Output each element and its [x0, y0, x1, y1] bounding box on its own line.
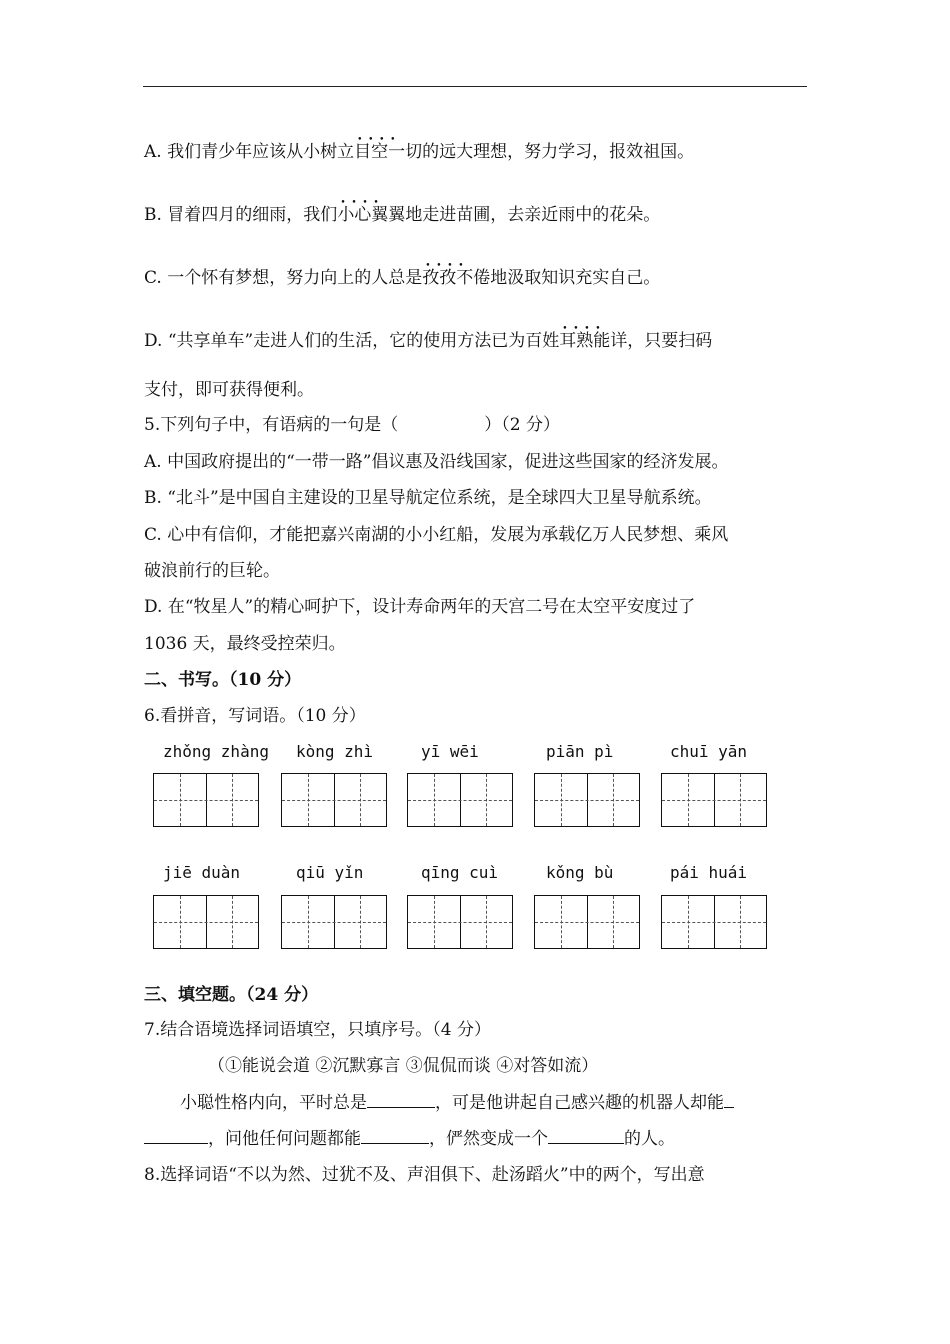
writing-grid[interactable] — [534, 895, 640, 949]
passage-text: 小聪性格内向，平时总是 — [180, 1093, 367, 1113]
fill-blank[interactable] — [548, 1143, 624, 1144]
option-text: 地汲取知识充实自己。 — [490, 268, 661, 288]
q5-option-a: A. 中国政府提出的“一带一路”倡议惠及沿线国家，促进这些国家的经济发展。 — [144, 452, 729, 472]
fill-blank[interactable] — [361, 1143, 429, 1144]
q5-option-c-cont: 破浪前行的巨轮。 — [144, 561, 280, 581]
option-text: A. 我们青少年应该从小树立 — [144, 142, 355, 162]
pinyin-label: yī wēi — [421, 742, 479, 761]
option-text: ，只要扫码 — [627, 331, 713, 351]
q4-option-d-cont: 支付，即可获得便利。 — [144, 380, 314, 400]
fill-blank[interactable] — [724, 1107, 734, 1108]
q5-option-d-cont: 1036 天，最终受控荣归。 — [144, 634, 346, 654]
pinyin-label: piān pì — [546, 742, 614, 761]
writing-grid[interactable] — [534, 773, 640, 827]
pinyin-label: zhǒng zhàng — [163, 742, 269, 761]
writing-grid[interactable] — [281, 773, 387, 827]
passage-text: 的人。 — [624, 1129, 675, 1149]
writing-grid[interactable] — [153, 895, 259, 949]
option-text: D. “共享单车”走进人们的生活，它的使用方法已为百姓 — [144, 331, 560, 351]
header-rule — [143, 86, 807, 87]
q4-option-a — [144, 140, 694, 164]
q5-option-b: B. “北斗”是中国自主建设的卫星导航定位系统，是全球四大卫星导航系统。 — [144, 488, 712, 508]
q7-passage-line1 — [180, 1091, 734, 1115]
dotted-word: • • 孜孜不倦 — [422, 266, 490, 290]
dotted-word: • • 目空一切 — [354, 140, 422, 164]
fill-blank[interactable] — [367, 1107, 435, 1108]
option-text: C. 一个怀有梦想，努力向上的人总是 — [144, 268, 423, 288]
q7-stem: 7.结合语境选择词语填空，只填序号。（4 分） — [144, 1020, 491, 1040]
passage-text: ，俨然变成一个 — [429, 1129, 548, 1149]
q7-options: （①能说会道 ②沉默寡言 ③侃侃而谈 ④对答如流） — [208, 1056, 599, 1076]
pinyin-label: kòng zhì — [296, 742, 374, 761]
option-text: 的远大理想，努力学习，报效祖国。 — [422, 142, 695, 162]
writing-grid[interactable] — [661, 895, 767, 949]
q7-passage-line2 — [144, 1127, 675, 1151]
fill-blank[interactable] — [144, 1143, 208, 1144]
writing-grid[interactable] — [661, 773, 767, 827]
q5-stem — [144, 413, 560, 437]
stem-text: ）（2 分） — [484, 415, 560, 435]
option-text: B. 冒着四月的细雨，我们 — [144, 205, 338, 225]
q5-option-d: D. 在“牧星人”的精心呵护下，设计寿命两年的天宫二号在太空平安度过了 — [144, 597, 696, 617]
stem-text: 5.下列句子中，有语病的一句是（ — [144, 415, 399, 435]
pinyin-label: kǒng bù — [546, 863, 614, 882]
writing-grid[interactable] — [153, 773, 259, 827]
dotted-word: • • 耳熟能详 — [559, 329, 627, 353]
q6-stem: 6.看拼音，写词语。（10 分） — [144, 706, 366, 726]
q5-option-c: C. 心中有信仰，才能把嘉兴南湖的小小红船，发展为承载亿万人民梦想、乘风 — [144, 525, 729, 545]
pinyin-label: pái huái — [670, 863, 748, 882]
pinyin-label: qiū yǐn — [296, 863, 364, 882]
writing-grid[interactable] — [281, 895, 387, 949]
passage-text: ，问他任何问题都能 — [208, 1129, 361, 1149]
writing-grid[interactable] — [407, 773, 513, 827]
q4-option-d — [144, 329, 712, 353]
pinyin-label: qīng cuì — [421, 863, 499, 882]
option-text: 地走进苗圃，去亲近雨中的花朵。 — [405, 205, 661, 225]
pinyin-label: jiē duàn — [163, 863, 241, 882]
q4-option-b — [144, 203, 660, 227]
section-2-title: 二、书写。（10 分） — [144, 670, 302, 690]
dotted-word: • • 小心翼翼 — [337, 203, 405, 227]
writing-grid[interactable] — [407, 895, 513, 949]
passage-text: ，可是他讲起自己感兴趣的机器人却能 — [435, 1093, 724, 1113]
q8-stem: 8.选择词语“不以为然、过犹不及、声泪俱下、赴汤蹈火”中的两个，写出意 — [144, 1165, 705, 1185]
q4-option-c — [144, 266, 660, 290]
section-3-title: 三、填空题。（24 分） — [144, 985, 319, 1005]
pinyin-label: chuī yān — [670, 742, 748, 761]
